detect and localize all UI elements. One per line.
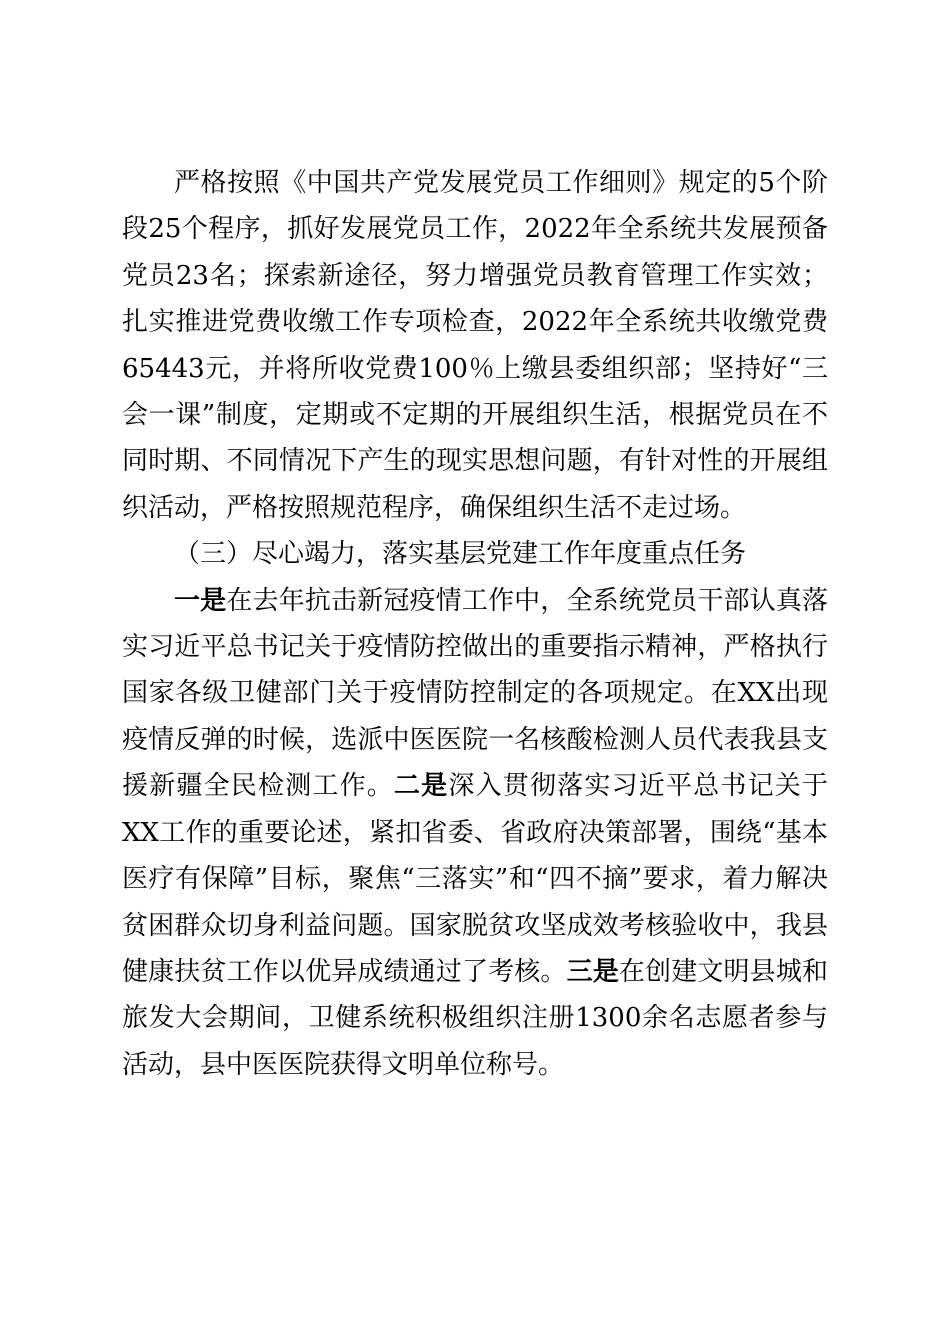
item-two-text: 深入贯彻落实习近平总书记关于XX工作的重要论述，紧扣省委、省政府决策部署，围绕“基本医疗有保障”目标，聚焦“三落实”和“四不摘”要求，着力解决贫困群众切身利益问题。国家脱贫攻坚成效考核验收中，我县健康扶贫工作以优异成绩通过了考核。 [122,771,828,987]
item-two-lead: 二是 [393,771,449,802]
item-one-lead: 一是 [174,585,227,616]
paragraph-party-member-development: 严格按照《中国共产党发展党员工作细则》规定的5个阶段25个程序，抓好发展党员工作，2022年全系统共发展预备党员23名；探索新途径，努力增强党员教育管理工作实效；扎实推进党费收缴工作专项检查，2022年全系统共收缴党费65443元，并将所收党费100％上缴县委组织部；坚持好“三会一课”制度，定期或不定期的开展组织生活，根据党员在不同时期、不同情况下产生的现实思想问题，有针对性的开展组织活动，严格按照规范程序，确保组织生活不走过场。 [122,168,828,523]
section-heading-three: （三）尽心竭力，落实基层党建工作年度重点任务 [174,539,747,570]
item-one-text: 在去年抗击新冠疫情工作中，全系统党员干部认真落实习近平总书记关于疫情防控做出的重要指示精神，严格执行国家各级卫健部门关于疫情防控制定的各项规定。在XX出现疫情反弹的时候，选派中医医院一名核酸检测人员代表我县支援新疆全民检测工作。 [122,585,828,802]
document-page [122,160,828,1088]
item-three-lead: 三是 [566,956,619,987]
paragraph-key-tasks [122,578,828,1088]
item-three-text: 在创建文明县城和旅发大会期间，卫健系统积极组织注册1300余名志愿者参与活动，县中医医院获得文明单位称号。 [122,956,828,1080]
